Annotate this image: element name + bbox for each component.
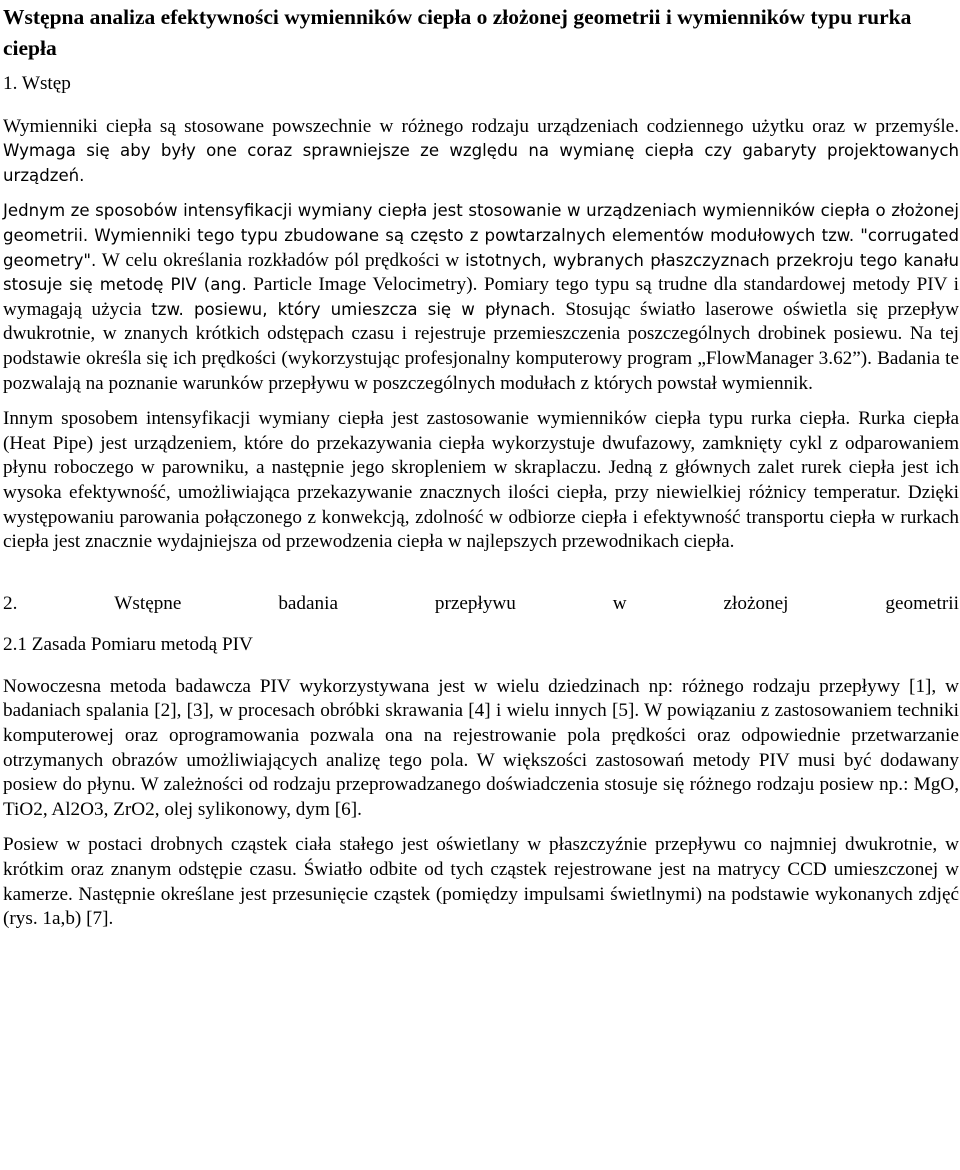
document-title: Wstępna analiza efektywności wymienników ciepła o złożonej geometrii i wymienników typu rurka ciepła (3, 5, 912, 60)
document (3, 2, 959, 932)
section-1-heading: 1. Wstęp (3, 73, 71, 94)
paragraph-3: Innym sposobem intensyfikacji wymiany ciepła jest zastosowanie wymienników ciepła typu rurka ciepła. Rurka ciepła (Heat Pipe) jest urządzeniem, które do przekazywania ciepła wykorzystuje dwufazowy, zamknięty cykl z odparowaniem płynu roboczego w parowniku, a następnie jego skropleniem w skraplaczu. Jedną z głównych zalet rurek ciepła jest ich wysoka efektywność, umożliwiająca przekazywanie znacznych ilości ciepła, przy niewielkiej różnicy temperatur. Dzięki występowaniu parowania połączonego z konwekcją, zdolność w odbiorze ciepła i efektywność transportu ciepła w rurkach ciepła jest znacznie wydajniejsza od przewodzenia ciepła w najlepszych przewodnikach ciepła. (3, 408, 959, 553)
paragraph-2-part-c: istotnych, wybranych płaszczyznach przekroju tego kanału stosuje się metodę PIV (ang. (3, 250, 959, 295)
paragraph-4: Nowoczesna metoda badawcza PIV wykorzystywana jest w wielu dziedzinach np: różnego rodzaju przepływy [1], w badaniach spalania [2], [3], w procesach obróbki skrawania [4] i wielu innych [5]. W powiązaniu z zastosowaniem techniki komputerowej oraz oprogramowania pozwala ona na rejestrowanie pola prędkości oraz odpowiednie przetwarzanie otrzymanych obrazów umożliwiających analizę tego pola. W większości zastosowań metody PIV musi być dodawany posiew do płynu. W zależności od rodzaju przeprowadzanego doświadczenia stosuje się różnego rodzaju posiew np.: MgO, TiO2, Al2O3, ZrO2, olej sylikonowy, dym [6]. (3, 675, 959, 820)
section-2-heading-word: 2. (3, 592, 18, 614)
paragraph-1 (3, 115, 959, 189)
subsection-2-1-heading: 2.1 Zasada Pomiaru metodą PIV (3, 634, 253, 656)
section-2-heading-word: złożonej (723, 592, 789, 614)
section-2-heading-word: badania (278, 592, 338, 614)
paragraph-2-part-b: W celu określania rozkładów pól prędkości w (96, 249, 466, 271)
section-2-heading-word: geometrii (885, 592, 959, 614)
section-2-heading-word: w (612, 592, 627, 614)
paragraph-1-part-a: Wymienniki ciepła są stosowane powszechnie w różnego rodzaju urządzeniach codziennego użytku oraz w przemyśle. (3, 115, 959, 137)
paragraph-2 (3, 199, 959, 396)
paragraph-2-part-a: Jednym ze sposobów intensyfikacji wymiany ciepła jest stosowanie w urządzeniach wymienników ciepła o złożonej geometrii. Wymienniki tego typu zbudowane są często z powtarzalnych elementów modułowych tzw. "corrugated geometry". (3, 201, 959, 270)
paragraph-1-part-b: Wymaga się aby były one coraz sprawniejsze ze względu na wymianę ciepła czy gabaryty projektowanych urządzeń. (3, 141, 959, 185)
section-2-heading-word: przepływu (434, 592, 516, 614)
paragraph-2-part-e: tzw. posiewu, który umieszcza się w płynach. (151, 299, 556, 319)
section-2-heading-word: Wstępne (114, 592, 182, 614)
paragraph-2-part-d: Particle Image Velocimetry). Pomiary tego typu są trudne dla standardowej metody PIV i wymagają użycia (3, 274, 959, 320)
section-2-heading (3, 592, 959, 617)
paragraph-5: Posiew w postaci drobnych cząstek ciała stałego jest oświetlany w płaszczyźnie przepływu co najmniej dwukrotnie, w krótkim oraz znanym odstępie czasu. Światło odbite od tych cząstek rejestrowane jest na matrycy CCD umieszczonej w kamerze. Następnie określane jest przesunięcie cząstek (pomiędzy impulsami świetlnymi) na podstawie wykonanych zdjęć (rys. 1a,b) [7]. (3, 834, 959, 930)
paragraph-2-part-f: Stosując światło laserowe oświetla się przepływ dwukrotnie, w znanych krótkich odstępach czasu i rejestruje przemieszczenia poszczególnych drobinek posiewu. Na tej podstawie określa się ich prędkości (wykorzystując profesjonalny komputerowy program „FlowManager 3.62”). Badania te pozwalają na poznanie warunków przepływu w poszczególnych modułach z których powstał wymiennik. (3, 298, 959, 394)
